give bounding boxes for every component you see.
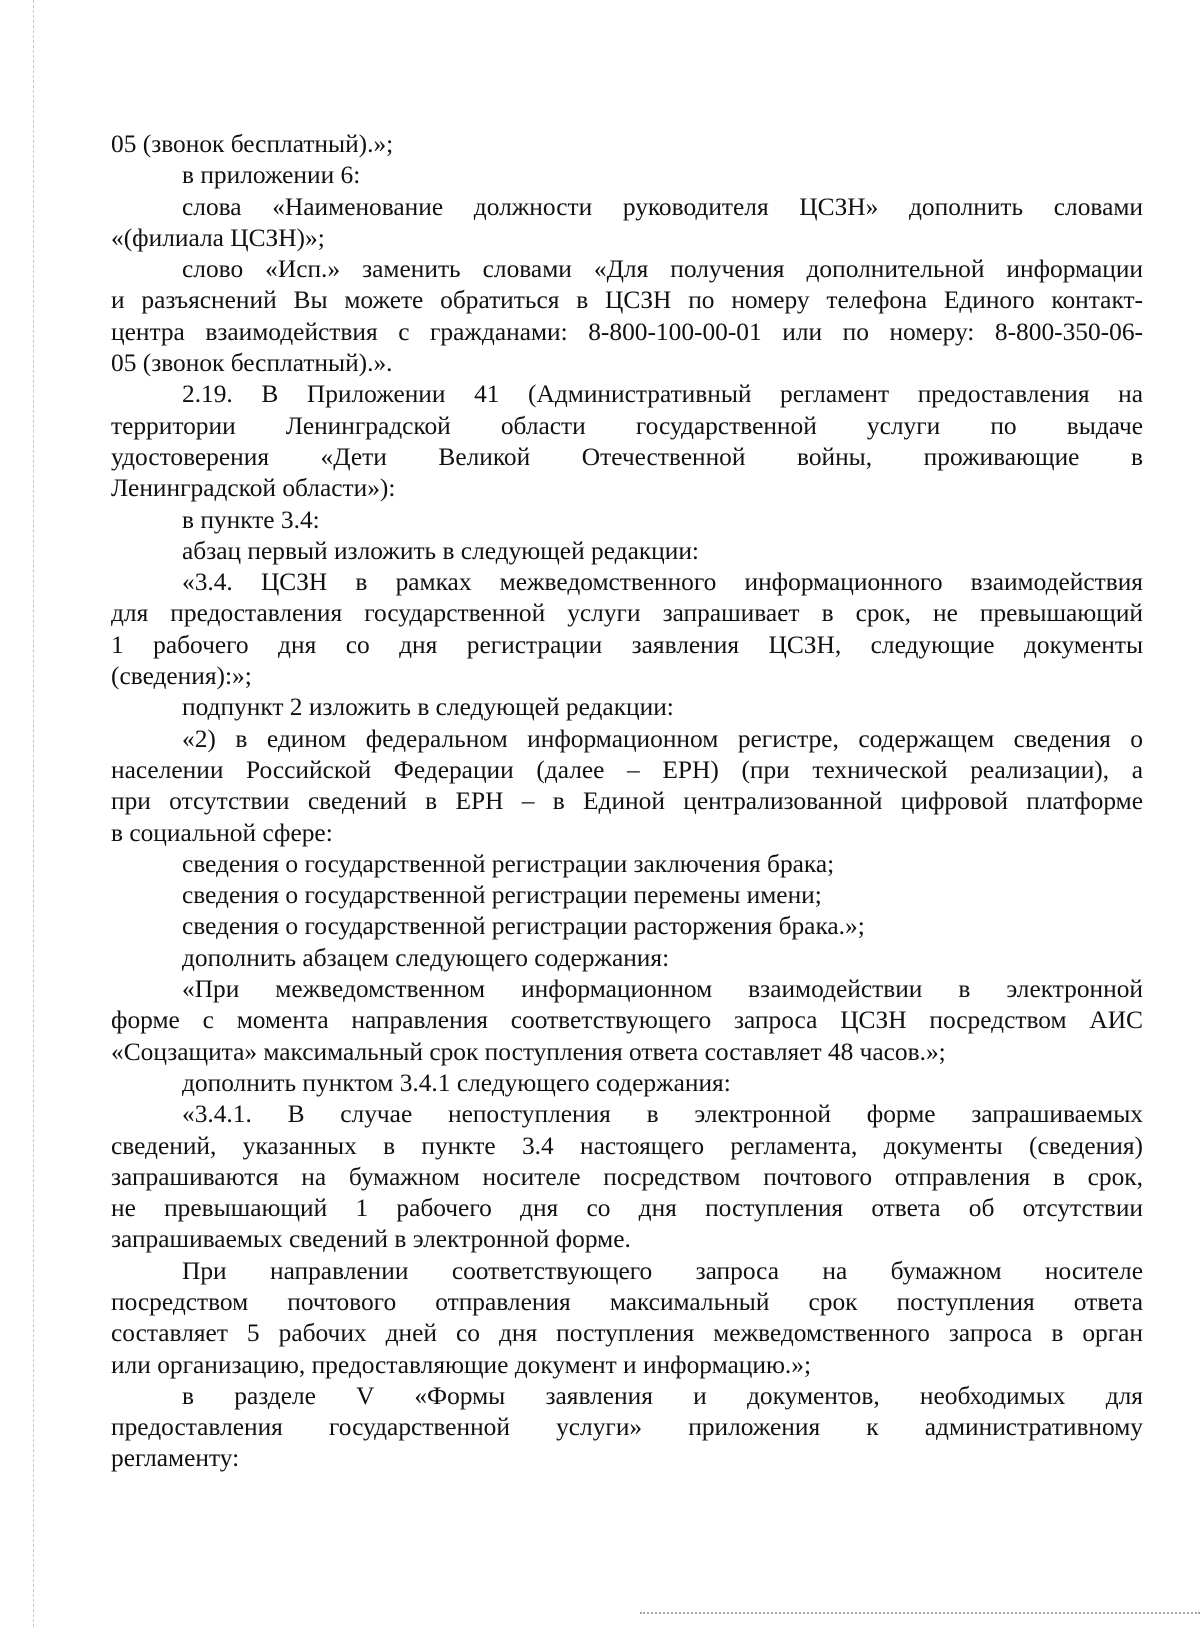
text-line: запрашиваемых сведений в электронной форме. xyxy=(111,1225,631,1254)
text-line: удостоверения «Дети Великой Отечественной войны, проживающие в xyxy=(111,442,1143,471)
text-line: в социальной сфере: xyxy=(111,818,333,847)
text-line: 2.19. В Приложении 41 (Административный регламент предоставления на xyxy=(182,380,1143,409)
document-body xyxy=(111,129,1143,1475)
text-line: регламенту: xyxy=(111,1444,240,1473)
text-line: сведения о государственной регистрации перемены имени; xyxy=(182,881,822,910)
text-line: в разделе V «Формы заявления и документов, необходимых для xyxy=(182,1381,1143,1410)
text-line: «При межведомственном информационном взаимодействии в электронной xyxy=(182,975,1143,1004)
text-line: «(филиала ЦСЗН)»; xyxy=(111,223,325,252)
text-line: сведения о государственной регистрации заключения брака; xyxy=(182,849,835,878)
text-line: посредством почтового отправления максимальный срок поступления ответа xyxy=(111,1287,1143,1316)
text-line: 1 рабочего дня со дня регистрации заявления ЦСЗН, следующие документы xyxy=(111,630,1143,659)
text-line: 05 (звонок бесплатный).». xyxy=(111,349,393,378)
text-line: населении Российской Федерации (далее – ЕРН) (при технической реализации), а xyxy=(111,755,1143,784)
text-line: территории Ленинградской области государственной услуги по выдаче xyxy=(111,411,1143,440)
scan-artifact xyxy=(640,1612,1200,1614)
text-line: и разъяснений Вы можете обратиться в ЦСЗН по номеру телефона Единого контакт- xyxy=(111,286,1143,315)
text-line: Ленинградской области»): xyxy=(111,474,396,503)
text-line: «3.4.1. В случае непоступления в электронной форме запрашиваемых xyxy=(182,1100,1143,1129)
text-line: 05 (звонок бесплатный).»; xyxy=(111,130,394,158)
scan-edge-line xyxy=(33,0,34,1627)
text-line: абзац первый изложить в следующей редакции: xyxy=(182,536,699,565)
text-line: слова «Наименование должности руководителя ЦСЗН» дополнить словами xyxy=(182,192,1143,221)
text-line: форме с момента направления соответствующего запроса ЦСЗН посредством АИС xyxy=(111,1006,1143,1035)
text-line: При направлении соответствующего запроса на бумажном носителе xyxy=(182,1256,1143,1285)
text-line: «Соцзащита» максимальный срок поступления ответа составляет 48 часов.»; xyxy=(111,1037,946,1066)
text-line: или организацию, предоставляющие документ и информацию.»; xyxy=(111,1350,812,1379)
text-line: «3.4. ЦСЗН в рамках межведомственного информационного взаимодействия xyxy=(182,568,1143,597)
text-line: предоставления государственной услуги» приложения к административному xyxy=(111,1413,1143,1442)
text-line: слово «Исп.» заменить словами «Для получения дополнительной информации xyxy=(182,255,1143,284)
text-line: «2) в едином федеральном информационном регистре, содержащем сведения о xyxy=(182,724,1143,753)
text-line: не превышающий 1 рабочего дня со дня поступления ответа об отсутствии xyxy=(111,1194,1143,1223)
text-line: центра взаимодействия с гражданами: 8-800-100-00-01 или по номеру: 8-800-350-06- xyxy=(111,317,1143,346)
text-line: составляет 5 рабочих дней со дня поступления межведомственного запроса в орган xyxy=(111,1319,1143,1348)
text-line: дополнить абзацем следующего содержания: xyxy=(182,943,670,972)
text-line: подпункт 2 изложить в следующей редакции: xyxy=(182,693,674,722)
text-line: (сведения):»; xyxy=(111,662,252,691)
text-line: дополнить пунктом 3.4.1 следующего содержания: xyxy=(182,1068,731,1097)
text-line: при отсутствии сведений в ЕРН – в Единой централизованной цифровой платформе xyxy=(111,787,1143,816)
text-line: для предоставления государственной услуги запрашивает в срок, не превышающий xyxy=(111,599,1143,628)
text-line: в пункте 3.4: xyxy=(182,505,320,534)
text-line: запрашиваются на бумажном носителе посредством почтового отправления в срок, xyxy=(111,1162,1143,1191)
text-line: в приложении 6: xyxy=(182,161,361,190)
text-line: сведений, указанных в пункте 3.4 настоящего регламента, документы (сведения) xyxy=(111,1131,1143,1160)
text-line: сведения о государственной регистрации расторжения брака.»; xyxy=(182,912,865,941)
